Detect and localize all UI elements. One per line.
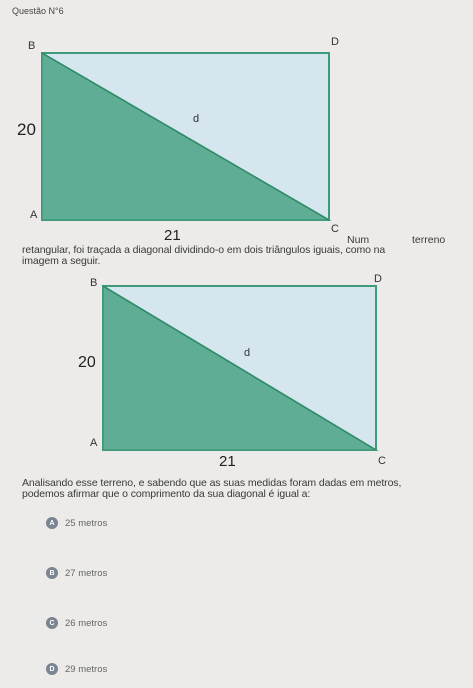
figure-top <box>0 0 473 250</box>
option-text: 26 metros <box>65 617 108 629</box>
option-letter-badge: A <box>46 517 58 529</box>
vertex-b-label: B <box>90 277 98 289</box>
intro-line-2: imagem a seguir. <box>22 255 101 267</box>
word-num: Num <box>347 234 370 246</box>
option-c[interactable] <box>46 616 107 630</box>
option-letter-badge: C <box>46 617 58 629</box>
vertex-a-label: A <box>30 209 38 221</box>
vertex-d-label: D <box>331 36 339 48</box>
side-length-label: 20 <box>78 354 96 371</box>
vertex-a-label: A <box>90 437 98 449</box>
base-length-label: 21 <box>164 227 181 244</box>
word-terreno: terreno <box>412 234 446 246</box>
diagonal-label: d <box>193 113 200 125</box>
diagonal-label: d <box>244 347 251 359</box>
analysis-line-1: Analisando esse terreno, e sabendo que as suas medidas foram dadas em metros, <box>22 477 402 489</box>
vertex-c-label: C <box>331 223 339 235</box>
option-text: 29 metros <box>65 663 108 675</box>
analysis-line-2: podemos afirmar que o comprimento da sua diagonal é igual a: <box>22 488 311 500</box>
side-length-label: 20 <box>17 120 36 139</box>
option-a[interactable] <box>46 516 107 530</box>
vertex-d-label: D <box>374 273 382 285</box>
option-text: 27 metros <box>65 567 108 579</box>
vertex-c-label: C <box>378 455 386 467</box>
option-letter-badge: B <box>46 567 58 579</box>
option-d[interactable] <box>46 662 107 676</box>
option-b[interactable] <box>46 566 107 580</box>
vertex-b-label: B <box>28 40 36 52</box>
base-length-label: 21 <box>219 453 236 470</box>
question-title: Questão N°6 <box>12 6 64 16</box>
option-text: 25 metros <box>65 517 108 529</box>
figure-bottom <box>0 270 473 470</box>
option-letter-badge: D <box>46 663 58 675</box>
intro-line-1: retangular, foi traçada a diagonal dividindo-o em dois triângulos iguais, como na <box>22 244 386 256</box>
